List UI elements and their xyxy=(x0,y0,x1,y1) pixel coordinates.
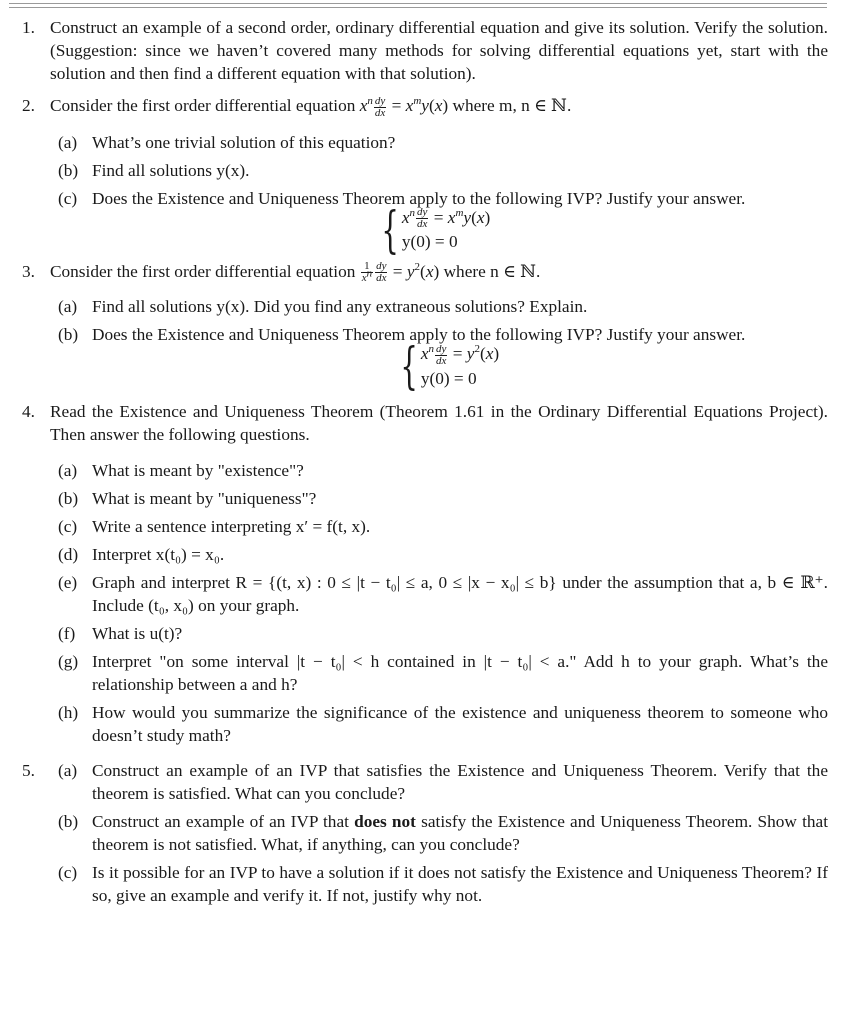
question-1 xyxy=(22,16,828,85)
question-condition: where n ∈ ℕ. xyxy=(443,261,541,281)
subquestion-text: Does the Existence and Uniqueness Theorem apply to the following IVP? Justify your answer. xyxy=(92,188,746,208)
equation: $x^n$ $\frac{dy}{dx}$ = $x^my(x)$ xyxy=(359,94,449,119)
subquestion-text: Find all solutions y(x). Did you find any extraneous solutions? Explain. xyxy=(92,297,588,317)
subquestion-text: Interpret "on some interval |t − t₀| < h contained in |t − t₀| < a." Add h to your graph. What’s the relationship between a and h? xyxy=(92,652,828,695)
question-number: 4. xyxy=(22,402,35,422)
subquestion-text: Does the Existence and Uniqueness Theorem apply to the following IVP? Justify your answer. xyxy=(92,325,746,345)
subquestion-text: Is it possible for an IVP to have a solution if it does not satisfy the Existence and Uniqueness Theorem? If so, give an example and verify it. If not, justify why not. xyxy=(92,863,828,906)
question-number: 1. xyxy=(22,18,35,37)
emphasis: does not xyxy=(354,812,416,832)
subquestion-label: (e) xyxy=(58,573,78,593)
subquestion-label: (b) xyxy=(58,160,79,180)
ivp-equation: $x^n$ $\frac{dy}{dx}$ = $y^2(x)$ xyxy=(420,342,500,367)
ivp-initial-condition: y(0) = 0 xyxy=(401,232,458,252)
subquestion-2c xyxy=(22,187,828,210)
top-rule-second xyxy=(9,7,827,8)
ivp-initial-condition: y(0) = 0 xyxy=(420,368,477,388)
subquestion-label: (c) xyxy=(58,863,78,883)
question-text: Read the Existence and Uniqueness Theorem (Theorem 1.61 in the Ordinary Differential Equations Project). Then answer the following questions. xyxy=(50,402,828,445)
question-text xyxy=(50,94,828,119)
subquestion-label: (a) xyxy=(58,297,78,317)
subquestion-text: What is u(t)? xyxy=(92,624,183,644)
problem-set xyxy=(22,16,828,907)
subquestion-2b xyxy=(22,159,828,182)
top-rule xyxy=(9,3,827,4)
brace: { xyxy=(381,200,399,259)
subquestion-text: How would you summarize the significance of the existence and uniqueness theorem to someone who doesn’t study math? xyxy=(92,703,828,746)
subquestion-4g xyxy=(22,650,828,696)
subquestion-text: What is meant by "uniqueness"? xyxy=(92,489,317,509)
ivp-equation: $x^n$ $\frac{dy}{dx}$ = $x^my(x)$ xyxy=(401,206,491,231)
subquestion-3b xyxy=(22,323,828,346)
question-3 xyxy=(22,260,828,285)
question-text xyxy=(50,260,828,285)
question-number: 5. xyxy=(22,761,35,781)
subquestion-label: (f) xyxy=(58,624,76,644)
question-text: Construct an example of a second order, ordinary differential equation and give its solution. Verify the solution. (Suggestion: since we haven’t covered many methods for solving differential equations yet, start with the solution and then find a different equation with that solution). xyxy=(50,18,828,83)
equation: $\frac{1}{x^n}$ $\frac{dy}{dx}$ = $y^2(x)$ xyxy=(361,260,440,285)
subquestion-label: (b) xyxy=(58,812,79,832)
subquestion-label: (a) xyxy=(58,761,78,781)
subquestion-4c xyxy=(22,515,828,538)
subquestion-3a xyxy=(22,295,828,318)
subquestion-text: Interpret x(t₀) = x₀. xyxy=(92,545,225,565)
question-condition: where m, n ∈ ℕ. xyxy=(452,96,572,115)
subquestion-text xyxy=(92,810,828,856)
question-4 xyxy=(22,400,828,446)
ivp-system xyxy=(386,337,828,396)
subquestion-label: (a) xyxy=(58,461,78,481)
subquestion-text: Graph and interpret R = {(t, x) : 0 ≤ |t − t₀| ≤ a, 0 ≤ |x − x₀| ≤ b} under the assumption that a, b ∈ ℝ⁺. Include (t₀, x₀) on your graph. xyxy=(92,573,828,616)
subquestion-label: (a) xyxy=(58,132,78,152)
subquestion-5c xyxy=(22,861,828,907)
subquestion-label: (b) xyxy=(58,325,79,345)
subquestion-4b xyxy=(22,487,828,510)
question-number: 2. xyxy=(22,96,35,115)
text-post: satisfy the Existence and Uniqueness Theorem. Show that theorem is not satisfied. What, if anything, can you conclude? xyxy=(92,812,829,855)
subquestion-label: (b) xyxy=(58,489,79,509)
subquestion-label: (c) xyxy=(58,517,78,537)
subquestion-label: (c) xyxy=(58,188,78,208)
subquestion-label: (d) xyxy=(58,545,79,565)
subquestion-5a xyxy=(22,759,828,805)
question-number: 3. xyxy=(22,261,35,281)
subquestion-4a xyxy=(22,459,828,482)
subquestion-2a xyxy=(22,131,828,154)
ivp-system xyxy=(367,200,828,259)
subquestion-5b xyxy=(22,810,828,856)
question-intro: Consider the first order differential equation xyxy=(50,96,356,115)
subquestion-4e xyxy=(22,571,828,617)
text-pre: Construct an example of an IVP that xyxy=(92,812,349,832)
subquestion-text: Find all solutions y(x). xyxy=(92,160,250,180)
subquestion-4f xyxy=(22,622,828,645)
ivp-lines xyxy=(402,206,490,254)
subquestion-text: Construct an example of an IVP that satisfies the Existence and Uniqueness Theorem. Verify that the theorem is satisfied. What can you conclude? xyxy=(92,761,828,804)
subquestion-text: What is meant by "existence"? xyxy=(92,461,304,481)
question-2 xyxy=(22,94,828,119)
ivp-lines xyxy=(421,342,499,390)
subquestion-4d xyxy=(22,543,828,566)
brace: { xyxy=(400,337,418,396)
subquestion-text: Write a sentence interpreting x′ = f(t, x). xyxy=(92,517,371,537)
question-intro: Consider the first order differential equation xyxy=(50,261,356,281)
subquestion-text: What’s one trivial solution of this equation? xyxy=(92,132,396,152)
subquestion-label: (g) xyxy=(58,652,79,672)
subquestion-4h xyxy=(22,701,828,747)
subquestion-label: (h) xyxy=(58,703,79,723)
